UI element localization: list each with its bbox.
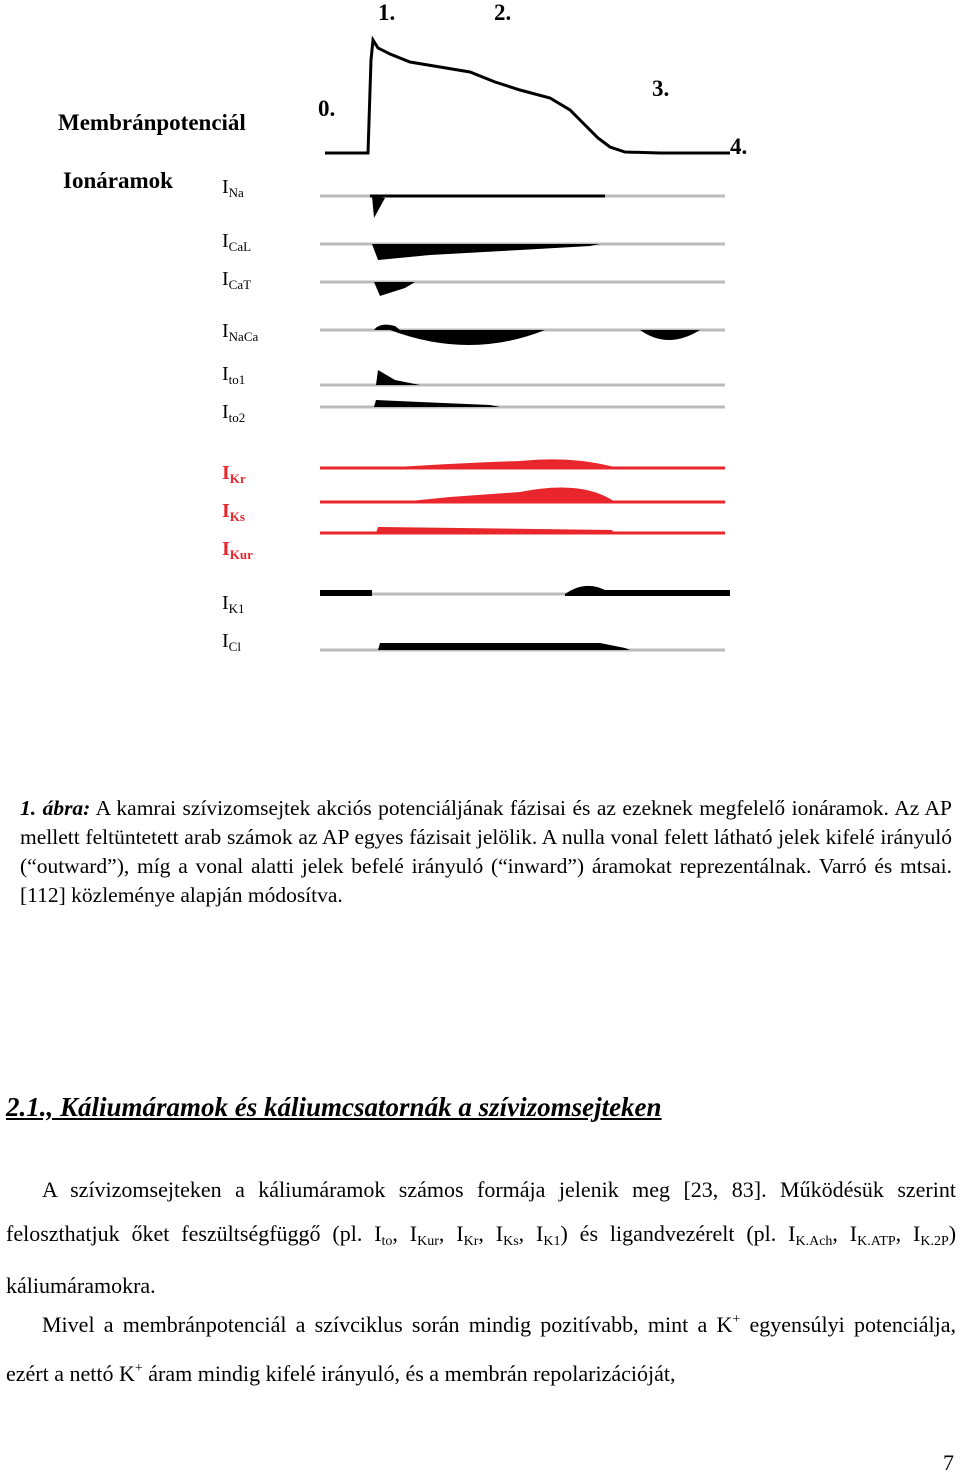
trace-icat	[320, 282, 725, 296]
section-heading: 2.1., Káliumáramok és káliumcsatornák a szívizomsejteken	[6, 1092, 662, 1122]
trace-ito1	[320, 370, 725, 385]
trace-inaca	[320, 325, 725, 345]
trace-ical	[320, 244, 725, 260]
trace-ikr	[320, 459, 725, 468]
current-label-ina: $I_{Na}$	[222, 176, 244, 200]
figure-caption	[20, 794, 952, 910]
phase-label-2: 2.	[494, 0, 512, 25]
current-label-ito1: $I_{to1}$	[222, 363, 246, 387]
current-label-icl: $I_{Cl}$	[222, 630, 241, 654]
action-potential-trace	[325, 40, 730, 153]
phase-label-4: 4.	[730, 134, 748, 159]
current-label-inaca: $I_{NaCa}$	[222, 320, 259, 344]
current-label-ik1: $I_{K1}$	[222, 592, 245, 616]
current-label-iks: $I_{Ks}$	[222, 500, 245, 524]
ion-currents-label: Ionáramok	[63, 168, 173, 193]
phase-label-1: 1.	[378, 0, 396, 25]
caption-number: 1. ábra:	[20, 796, 91, 820]
membrane-potential-label: Membránpotenciál	[58, 110, 246, 135]
caption-text: A kamrai szívizomsejtek akciós potenciáljának fázisai és az ezeknek megfelelő ionáramok. Az AP mellett feltüntetett arab számok az AP egyes fázisait jelölik. A nulla vonal felett látható jelek kifelé irányuló (“outward”), míg a vonal alatti jelek befelé irányuló (“inward”) áramokat reprezentálnak. Varró és mtsai. [112] közleménye alapján módosítva.	[20, 796, 953, 907]
current-label-ikur: $I_{Kur}$	[222, 538, 253, 562]
trace-ina	[320, 196, 725, 218]
current-label-ikr: $I_{Kr}$	[222, 462, 246, 486]
figure-graphic	[0, 0, 960, 690]
trace-ito2	[320, 400, 725, 407]
current-label-icat: $I_{CaT}$	[222, 268, 252, 292]
trace-ik1	[320, 586, 730, 596]
trace-iks	[320, 488, 725, 503]
phase-label-0: 0.	[318, 96, 336, 121]
trace-ikur	[320, 527, 725, 533]
trace-icl	[320, 643, 725, 650]
current-label-ito2: $I_{to2}$	[222, 401, 246, 425]
body-paragraph-1: A szívizomsejteken a káliumáramok számos formája jelenik meg [23, 83]. Működésük szerint feloszthatjuk őket feszültségfüggő (pl. $I_{to}$, $I_{Kur}$, $I_{Kr}$, $I_{Ks}$, $I_{K1}$) és ligandvezérelt (pl. $I_{K.Ach}$, $I_{K.ATP}$, $I_{K.2P}$) káliumáramokra.	[6, 1177, 957, 1298]
action-potential-figure	[0, 0, 960, 690]
current-label-ical: $I_{CaL}$	[222, 230, 252, 254]
body-paragraph-2: Mivel a membránpotenciál a szívciklus során mindig pozitívabb, mint a K+ egyensúlyi potenciálja, ezért a nettó K+ áram mindig kifelé irányuló, és a membrán repolarizációját,	[6, 1312, 956, 1386]
phase-label-3: 3.	[652, 76, 670, 101]
page-number: 7	[943, 1450, 954, 1475]
